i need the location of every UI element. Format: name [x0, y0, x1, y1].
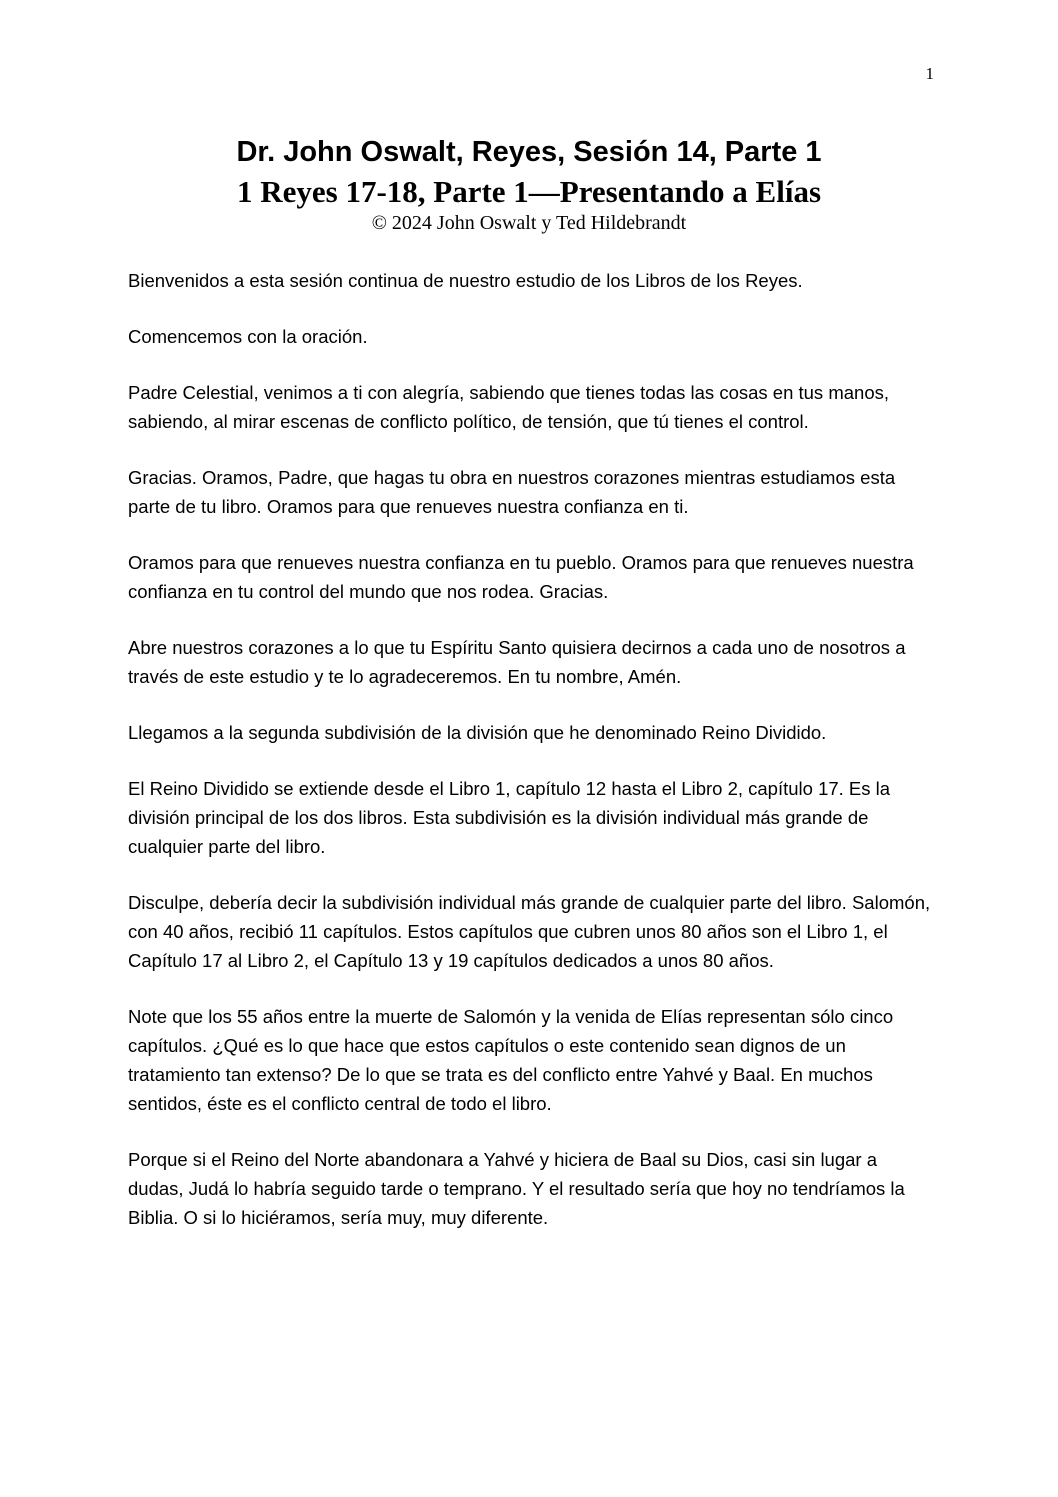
paragraph: Padre Celestial, venimos a ti con alegría, sabiendo que tienes todas las cosas en tus manos, sabiendo, al mirar escenas de conflicto político, de tensión, que tú tienes el control. — [128, 382, 889, 432]
document-title: Dr. John Oswalt, Reyes, Sesión 14, Parte 1 — [236, 136, 822, 168]
paragraph: Abre nuestros corazones a lo que tu Espíritu Santo quisiera decirnos a cada uno de nosotros a través de este estudio y te lo agradeceremos. En tu nombre, Amén. — [128, 637, 906, 687]
paragraph: Llegamos a la segunda subdivisión de la división que he denominado Reino Dividido. — [128, 722, 827, 743]
paragraph: Oramos para que renueves nuestra confianza en tu pueblo. Oramos para que renueves nuestra confianza en tu control del mundo que nos rodea. Gracias. — [128, 552, 914, 602]
copyright-line: © 2024 John Oswalt y Ted Hildebrandt — [371, 212, 687, 234]
paragraph: Gracias. Oramos, Padre, que hagas tu obra en nuestros corazones mientras estudiamos esta parte de tu libro. Oramos para que renueves nuestra confianza en ti. — [128, 467, 896, 517]
paragraph: Note que los 55 años entre la muerte de Salomón y la venida de Elías representan sólo cinco capítulos. ¿Qué es lo que hace que estos capítulos o este contenido sean dignos de un tratamiento tan extenso? De lo que se trata es del conflicto entre Yahvé y Baal. En muchos sentidos, éste es el conflicto central de todo el libro. — [128, 1006, 894, 1114]
paragraph: Comencemos con la oración. — [128, 326, 368, 347]
page-number: 1 — [925, 64, 934, 83]
document-header — [0, 132, 1058, 234]
document-subtitle: 1 Reyes 17-18, Parte 1—Presentando a Elías — [236, 174, 822, 209]
paragraph: El Reino Dividido se extiende desde el Libro 1, capítulo 12 hasta el Libro 2, capítulo 17. Es la división principal de los dos libros. Esta subdivisión es la división individual más grande de cualquier parte del libro. — [128, 778, 891, 857]
paragraph: Bienvenidos a esta sesión continua de nuestro estudio de los Libros de los Reyes. — [128, 270, 803, 291]
paragraph: Disculpe, debería decir la subdivisión individual más grande de cualquier parte del libro. Salomón, con 40 años, recibió 11 capítulos. Estos capítulos que cubren unos 80 años son el Libro 1, el Capítulo 17 al Libro 2, el Capítulo 13 y 19 capítulos dedicados a unos 80 años. — [128, 892, 931, 971]
document-body — [128, 266, 934, 1259]
paragraph: Porque si el Reino del Norte abandonara a Yahvé y hiciera de Baal su Dios, casi sin lugar a dudas, Judá lo habría seguido tarde o temprano. Y el resultado sería que hoy no tendríamos la Biblia. O si lo hiciéramos, sería muy, muy diferente. — [128, 1149, 905, 1228]
